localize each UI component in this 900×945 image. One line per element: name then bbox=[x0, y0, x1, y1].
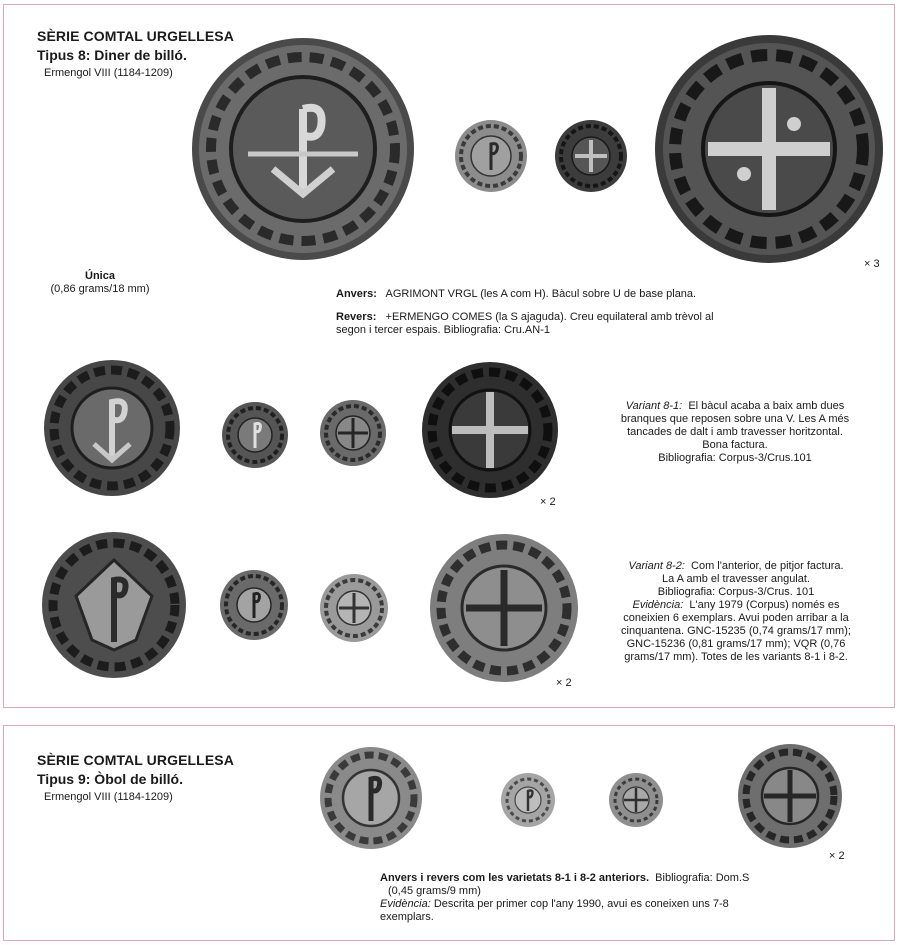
type9-evidence-line2: exemplars. bbox=[380, 911, 434, 923]
revers-text: +ERMENGO COMES (la S ajaguda). Creu equilateral amb trèvol al bbox=[385, 311, 714, 323]
variant1-reverse-actual bbox=[318, 398, 388, 468]
type9-bibliography: Bibliografia: Dom.S bbox=[655, 872, 750, 884]
variant2-description bbox=[594, 560, 878, 664]
variant2-reverse-enlarged bbox=[428, 532, 580, 684]
variant1-bibliography: Bibliografia: Corpus-3/Crus.101 bbox=[658, 452, 812, 464]
variant2-obverse-actual bbox=[218, 568, 290, 642]
revers-description bbox=[336, 311, 714, 324]
variant2-reverse-actual bbox=[318, 572, 390, 644]
coin-obverse-enlarged bbox=[188, 34, 418, 264]
type9-weight: (0,45 grams/9 mm) bbox=[388, 885, 481, 897]
type9-reverse-actual bbox=[608, 772, 664, 828]
variant1-line1: El bàcul acaba a baix amb dues bbox=[688, 400, 845, 412]
coin-reverse-enlarged bbox=[652, 32, 886, 266]
variant1-line4: Bona factura. bbox=[702, 439, 768, 451]
type9-obverse-enlarged bbox=[318, 745, 424, 851]
coin-obverse-actual bbox=[453, 118, 529, 194]
unique-label: Única bbox=[85, 270, 115, 282]
variant1-line2: branques que reposen sobre una V. Les A més bbox=[620, 413, 850, 425]
scale-factor: × 3 bbox=[864, 258, 880, 270]
type9-evidence-line1 bbox=[380, 898, 729, 911]
series-title: SÈRIE COMTAL URGELLESA bbox=[37, 28, 234, 44]
series-title-type9: SÈRIE COMTAL URGELLESA bbox=[37, 752, 234, 768]
variant1-obverse-actual bbox=[220, 400, 290, 470]
anvers-text: AGRIMONT VRGL (les A com H). Bàcul sobre U de base plana. bbox=[385, 288, 697, 300]
anvers-label: Anvers: bbox=[336, 288, 377, 300]
variant1-reverse-enlarged bbox=[420, 360, 560, 500]
type-title: Tipus 8: Diner de billó. bbox=[37, 47, 187, 63]
variant1-description bbox=[590, 400, 880, 465]
type9-title: Tipus 9: Òbol de billó. bbox=[37, 771, 183, 787]
variant2-bibliography: Bibliografia: Corpus-3/Crus. 101 bbox=[657, 586, 815, 598]
variant2-scale: × 2 bbox=[556, 677, 572, 689]
variant1-scale: × 2 bbox=[540, 496, 556, 508]
variant2-label: Variant 8-2: bbox=[628, 560, 685, 572]
variant2-evidence-label: Evidència: bbox=[632, 599, 684, 611]
variant1-line3: tancades de dalt i amb travesser horitzontal. bbox=[627, 426, 843, 438]
type9-reverse-enlarged bbox=[736, 742, 844, 850]
variant1-obverse-enlarged bbox=[42, 358, 182, 498]
variant2-evidence-line5: grams/17 mm). Totes de les variants 8-1 i 8-2. bbox=[624, 651, 848, 663]
type9-evidence-text: Descrita per primer cop l'any 1990, avui es coneixen uns 7-8 bbox=[433, 898, 729, 910]
type9-description-line1 bbox=[380, 872, 749, 885]
revers-text-line2: segon i tercer espais. Bibliografia: Cru.AN-1 bbox=[336, 324, 550, 336]
type9-anvers-revers: Anvers i revers com les varietats 8-1 i 8-2 anteriors. bbox=[380, 872, 650, 884]
variant2-evidence-line4: GNC-15236 (0,81 grams/17 mm); VQR (0,76 bbox=[626, 638, 846, 650]
type9-ruler: Ermengol VIII (1184-1209) bbox=[44, 791, 173, 803]
variant2-evidence-line3: cinquantena. GNC-15235 (0,74 grams/17 mm); bbox=[621, 625, 851, 637]
variant2-line2: La A amb el travesser angulat. bbox=[662, 573, 810, 585]
type9-obverse-actual bbox=[500, 772, 556, 828]
variant2-line1: Com l'anterior, de pitjor factura. bbox=[691, 560, 844, 572]
variant2-evidence-line1: L'any 1979 (Corpus) només es bbox=[689, 599, 840, 611]
revers-label: Revers: bbox=[336, 311, 377, 323]
unique-weight: (0,86 grams/18 mm) bbox=[50, 283, 150, 295]
coin-reverse-actual bbox=[553, 118, 629, 194]
ruler-name: Ermengol VIII (1184-1209) bbox=[44, 67, 173, 79]
variant2-obverse-enlarged bbox=[40, 530, 188, 680]
type9-scale: × 2 bbox=[829, 850, 845, 862]
variant2-evidence-line2: coneixien 6 exemplars. Avui poden arribar a la bbox=[623, 612, 849, 624]
type9-evidence-label: Evidència: bbox=[380, 898, 431, 910]
variant1-label: Variant 8-1: bbox=[625, 400, 683, 412]
anvers-description bbox=[336, 288, 696, 301]
